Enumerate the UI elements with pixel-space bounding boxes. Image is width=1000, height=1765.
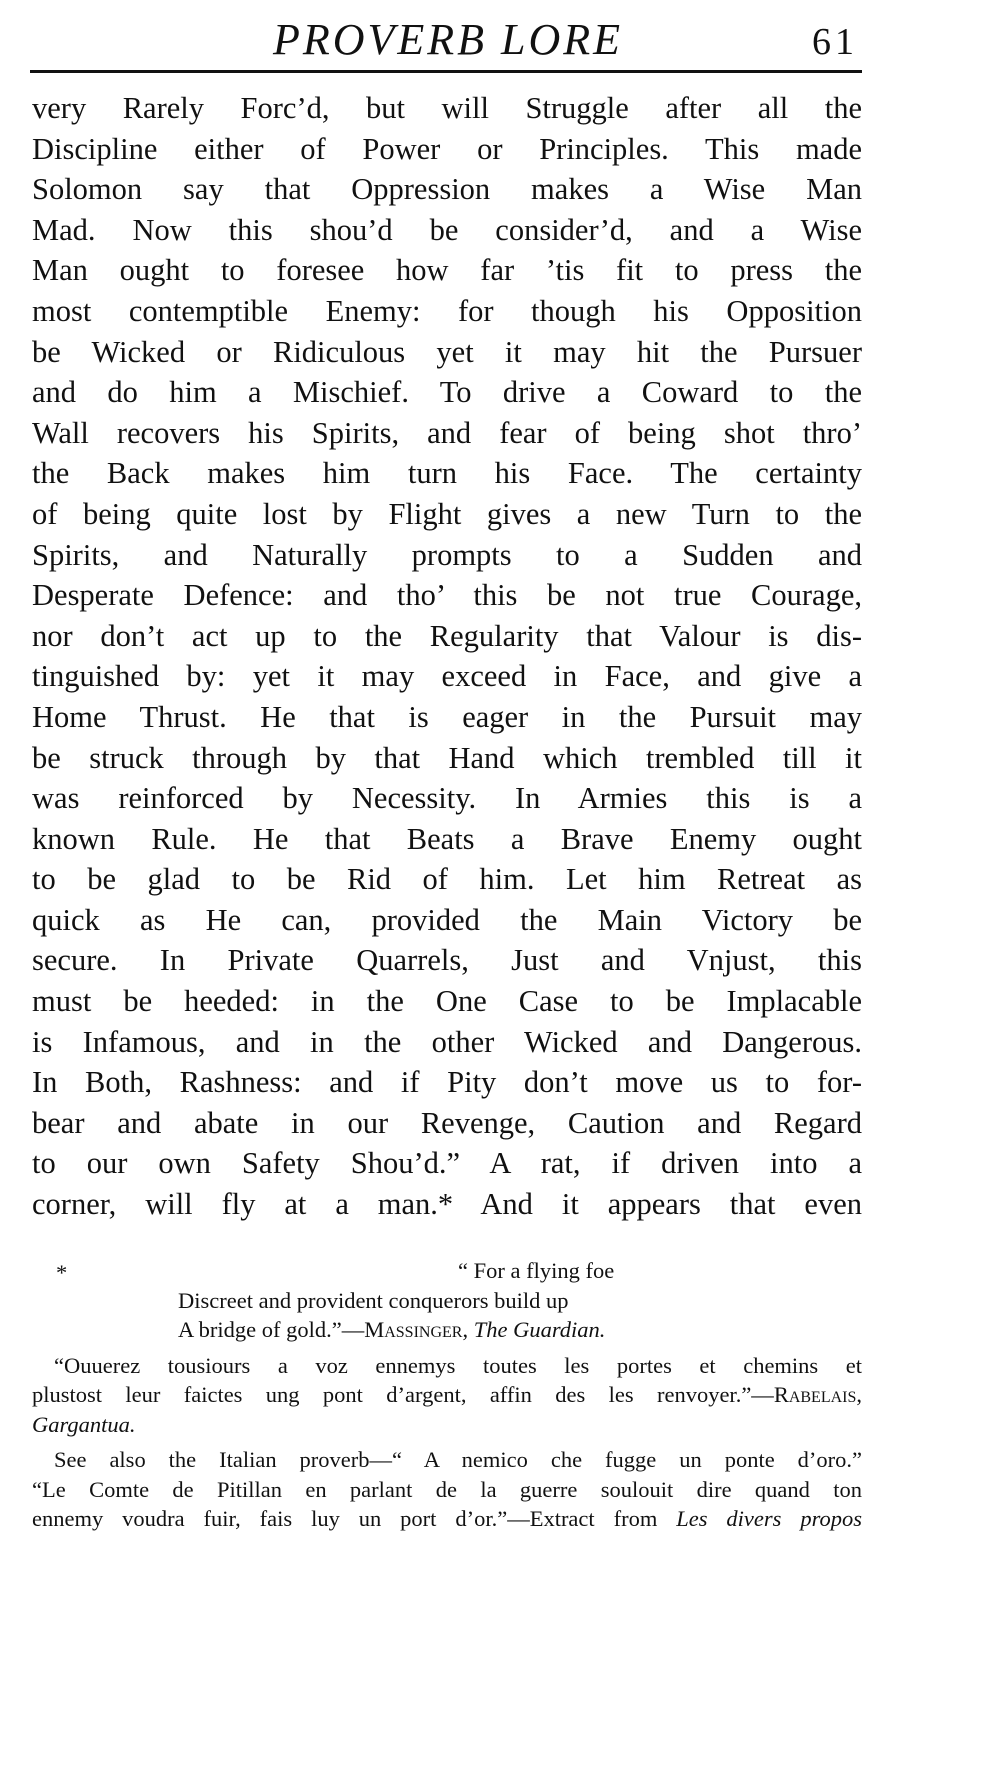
body-line: most contemptible Enemy: for though his Opposition	[32, 293, 862, 328]
body-line: known Rule. He that Beats a Brave Enemy ought	[32, 821, 862, 856]
body-line: Home Thrust. He that is eager in the Pursuit may	[32, 699, 862, 734]
footnote-text: plustost leur faictes ung pont d’argent, affin des les renvoyer.”—	[32, 1382, 774, 1407]
footnote-marker: *	[56, 1260, 68, 1285]
body-line: of being quite lost by Flight gives a new Turn to the	[32, 496, 862, 531]
body-line: secure. In Private Quarrels, Just and Vnjust, this	[32, 943, 862, 978]
body-line: Mad. Now this shou’d be consider’d, and a Wise	[32, 212, 862, 247]
body-line: Man ought to foresee how far ’tis fit to press the	[32, 253, 862, 288]
running-title: PROVERB LORE	[272, 15, 624, 64]
footnote-work: Les divers propos	[676, 1506, 862, 1531]
footnote-line: See also the Italian proverb—“ A nemico che fugge un ponte d’oro.”	[54, 1447, 862, 1472]
body-line: Spirits, and Naturally prompts to a Sudden and	[32, 537, 862, 572]
body-line: tinguished by: yet it may exceed in Face, and give a	[32, 659, 862, 694]
body-line: is Infamous, and in the other Wicked and Dangerous.	[32, 1024, 862, 1059]
footnote-line	[32, 1504, 862, 1534]
verse-work: The Guardian.	[473, 1317, 606, 1342]
body-line: be struck through by that Hand which trembled till it	[32, 740, 862, 775]
body-line: very Rarely Forc’d, but will Struggle after all the	[32, 91, 862, 125]
footnote-italian	[32, 1445, 862, 1534]
footnotes	[32, 1256, 862, 1534]
page-number: 61	[812, 21, 858, 63]
footnote-line	[32, 1380, 862, 1410]
verse-line: Discreet and provident conquerors build up	[178, 1287, 569, 1313]
body-line: quick as He can, provided the Main Victory be	[32, 902, 862, 937]
verse-line	[32, 1315, 862, 1345]
body-line: must be heeded: in the One Case to be Implacable	[32, 984, 862, 1019]
body-line: be Wicked or Ridiculous yet it may hit the Pursuer	[32, 334, 862, 369]
footnote-line: “Ouuerez tousiours a voz ennemys toutes les portes et chemins et	[54, 1352, 862, 1378]
body-line: and do him a Mischief. To drive a Coward to the	[32, 375, 862, 410]
footnote-rabelais	[32, 1351, 862, 1440]
body-line: was reinforced by Necessity. In Armies this is a	[32, 781, 862, 816]
body-line: Desperate Defence: and tho’ this be not true Courage,	[32, 578, 862, 613]
page-header	[34, 8, 862, 68]
body-line: to be glad to be Rid of him. Let him Retreat as	[32, 862, 862, 897]
body-line: Solomon say that Oppression makes a Wise Man	[32, 172, 862, 207]
body-line: In Both, Rashness: and if Pity don’t move us to for-	[32, 1065, 862, 1100]
body-text	[32, 88, 862, 1225]
body-line: Wall recovers his Spirits, and fear of being shot thro’	[32, 415, 862, 450]
footnote-text: ennemy voudra fuir, fais luy un port d’or.”—Extract from	[32, 1506, 677, 1531]
verse-line: “ For a flying foe	[458, 1258, 615, 1283]
footnote-line: “Le Comte de Pitillan en parlant de la guerre soulouit dire quand ton	[32, 1476, 862, 1502]
footnote-author: Rabelais,	[773, 1382, 862, 1407]
footnote-work: Gargantua.	[32, 1411, 136, 1437]
body-line: nor don’t act up to the Regularity that Valour is dis-	[32, 618, 862, 653]
body-line: corner, will fly at a man.* And it appears that even	[32, 1187, 862, 1222]
footnote-verse	[32, 1256, 862, 1345]
verse-author: Massinger,	[364, 1317, 469, 1342]
header-rule	[30, 70, 862, 73]
body-line: the Back makes him turn his Face. The certainty	[32, 456, 862, 491]
body-line: Discipline either of Power or Principles. This made	[32, 131, 862, 166]
body-line: to our own Safety Shou’d.” A rat, if driven into a	[32, 1146, 862, 1181]
verse-text: A bridge of gold.”—	[178, 1317, 365, 1342]
body-line: bear and abate in our Revenge, Caution and Regard	[32, 1105, 862, 1140]
